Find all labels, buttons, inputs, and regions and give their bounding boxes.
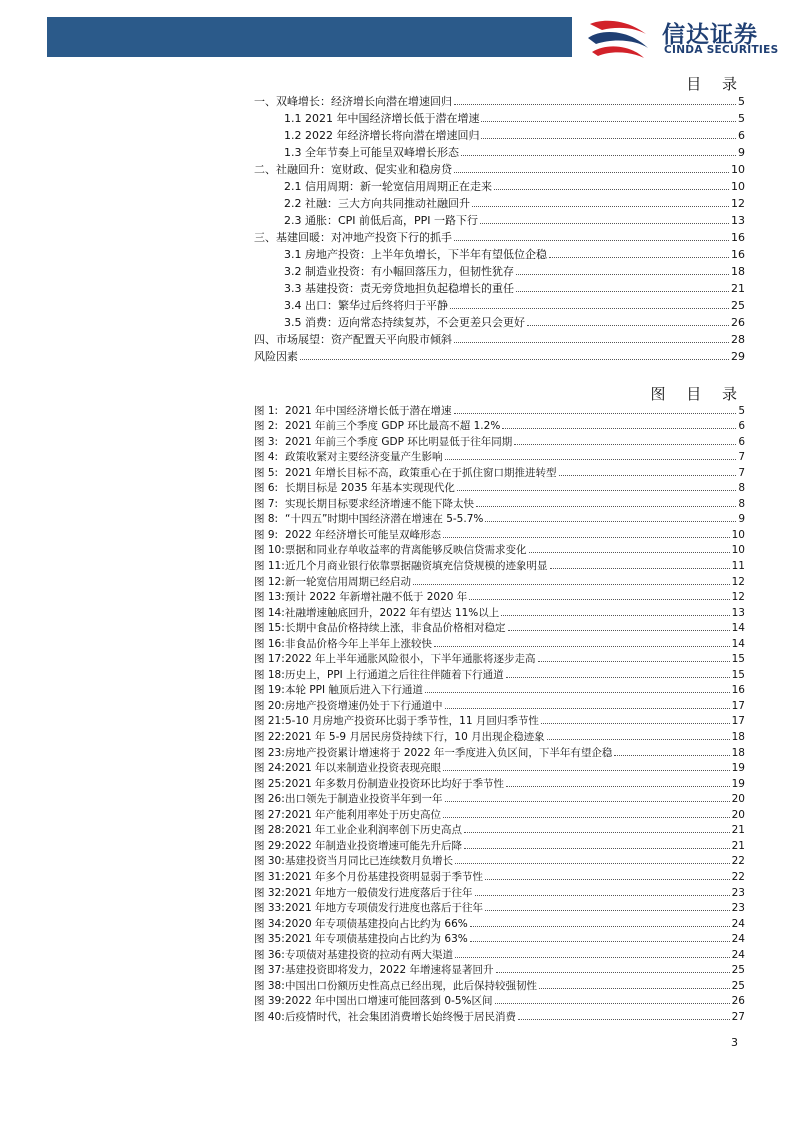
figure-leader-dots	[455, 863, 730, 864]
figure-number: 图 20:	[254, 699, 285, 712]
figure-title: “十四五”时期中国经济潜在增速在 5-5.7%	[285, 513, 484, 526]
figure-entry[interactable]	[254, 556, 745, 572]
figure-number: 图 3:	[254, 435, 279, 448]
figure-leader-dots	[470, 926, 730, 927]
header-band	[47, 17, 572, 57]
figure-title: 长期目标是 2035 年基本实现现代化	[285, 482, 455, 495]
figure-leader-dots	[514, 444, 736, 445]
figure-number: 图 5:	[254, 466, 279, 479]
toc-entry-page: 21	[731, 282, 745, 295]
toc-entry[interactable]	[254, 346, 745, 363]
toc-entry[interactable]	[254, 176, 745, 193]
toc-leader-dots	[454, 172, 729, 173]
figure-entry[interactable]	[254, 401, 745, 417]
figure-page: 24	[731, 933, 745, 946]
figure-title: 2021 年 5-9 月居民房贷持续下行，10 月出现企稳迹象	[285, 731, 545, 744]
toc-entry-page: 13	[731, 214, 745, 227]
toc-entry[interactable]	[254, 295, 745, 312]
figure-leader-dots	[476, 506, 736, 507]
figure-entry[interactable]	[254, 852, 745, 868]
figure-title: 2021 年专项债基建投向占比约为 63%	[285, 933, 468, 946]
toc-leader-dots	[472, 206, 729, 207]
figure-page: 19	[731, 777, 745, 790]
figure-title: 专项债对基建投资的拉动有两大渠道	[285, 948, 453, 961]
figure-number: 图 13:	[254, 591, 285, 604]
figure-entry[interactable]	[254, 448, 745, 464]
toc-entry-page: 5	[738, 112, 745, 125]
figure-leader-dots	[547, 739, 730, 740]
toc-entry[interactable]	[254, 312, 745, 329]
figure-title: 2021 年地方一般债发行进度落后于往年	[285, 886, 473, 899]
figure-number: 图 19:	[254, 684, 285, 697]
figure-leader-dots	[496, 972, 730, 973]
figure-title: 基建投资当月同比已连续数月负增长	[285, 855, 453, 868]
figure-entry[interactable]	[254, 961, 745, 977]
figure-leader-dots	[541, 723, 730, 724]
figure-title: 2021 年工业企业利润率创下历史高点	[285, 824, 463, 837]
toc-entry[interactable]	[254, 193, 745, 210]
toc-leader-dots	[549, 257, 729, 258]
figure-entry[interactable]	[254, 899, 745, 915]
figure-entry[interactable]	[254, 883, 745, 899]
figure-title: 实现长期目标要求经济增速不能下降太快	[285, 497, 474, 510]
figure-page: 17	[731, 715, 745, 728]
figure-title: 房地产投资累计增速将于 2022 年一季度进入负区间，下半年有望企稳	[285, 746, 613, 759]
toc-entry-title: 1.3 全年节奏上可能呈双峰增长形态	[284, 146, 459, 159]
figure-entry[interactable]	[254, 417, 745, 433]
toc-entry-title: 1.2 2022 年经济增长将向潜在增速回归	[284, 129, 480, 142]
figure-leader-dots	[506, 677, 730, 678]
toc-leader-dots	[454, 240, 729, 241]
figure-title: 历史上，PPI 上行通道之后往往伴随着下行通道	[285, 668, 504, 681]
toc-entry-title: 三、基建回暖：对冲地产投资下行的抓手	[254, 231, 452, 244]
toc-entry-page: 18	[731, 265, 745, 278]
figure-entry[interactable]	[254, 650, 745, 666]
figure-title: 2021 年地方专项债发行进度也落后于往年	[285, 902, 484, 915]
toc-entry[interactable]	[254, 261, 745, 278]
figure-title: 近几个月商业银行依靠票据融资填充信贷规模的迹象明显	[285, 560, 548, 573]
figure-leader-dots	[502, 428, 736, 429]
figure-page: 15	[731, 668, 745, 681]
figure-leader-dots	[538, 661, 730, 662]
figure-page: 27	[731, 1010, 745, 1023]
figure-title: 2021 年前三个季度 GDP 环比明显低于往年同期	[285, 435, 513, 448]
figure-entry[interactable]	[254, 588, 745, 604]
page-number: 3	[731, 1036, 738, 1049]
figure-leader-dots	[469, 599, 729, 600]
figure-page: 12	[731, 575, 745, 588]
figure-page: 24	[731, 917, 745, 930]
figure-title: 2022 年经济增长可能呈双峰形态	[285, 528, 442, 541]
toc-entry[interactable]	[254, 91, 745, 108]
toc-entry[interactable]	[254, 142, 745, 159]
toc-entry[interactable]	[254, 244, 745, 261]
figure-page: 25	[731, 964, 745, 977]
toc-entry-title: 2.2 社融：三大方向共同推动社融回升	[284, 197, 470, 210]
figure-entry[interactable]	[254, 727, 745, 743]
figure-entry[interactable]	[254, 510, 745, 526]
figure-page: 6	[738, 420, 745, 433]
figure-leader-dots	[485, 879, 730, 880]
figure-number: 图 22:	[254, 731, 285, 744]
figure-leader-dots	[445, 801, 730, 802]
figure-number: 图 32:	[254, 886, 285, 899]
toc-entry-page: 10	[731, 163, 745, 176]
figure-page: 9	[738, 513, 745, 526]
figure-number: 图 17:	[254, 653, 285, 666]
figure-number: 图 15:	[254, 622, 285, 635]
figure-page: 25	[731, 979, 745, 992]
figure-title: 房地产投资增速仍处于下行通道中	[285, 699, 443, 712]
figure-page: 22	[731, 855, 745, 868]
figure-title: 出口领先于制造业投资半年到一年	[285, 793, 443, 806]
figure-title: 2021 年中国经济增长低于潜在增速	[285, 404, 452, 417]
toc-entry-title: 3.3 基建投资：责无旁贷地担负起稳增长的重任	[284, 282, 514, 295]
figure-number: 图 29:	[254, 839, 285, 852]
figure-title: 2021 年产能利用率处于历史高位	[285, 808, 442, 821]
figure-page: 17	[731, 699, 745, 712]
figure-number: 图 16:	[254, 637, 285, 650]
figure-title: 本轮 PPI 触顶后进入下行通道	[285, 684, 423, 697]
figure-leader-dots	[614, 755, 729, 756]
figure-title: 长期中食品价格持续上涨，非食品价格相对稳定	[285, 622, 506, 635]
figure-leader-dots	[464, 832, 730, 833]
figure-number: 图 24:	[254, 762, 285, 775]
figure-leader-dots	[443, 770, 730, 771]
figure-page: 8	[738, 482, 745, 495]
figure-entry[interactable]	[254, 867, 745, 883]
figure-title: 票据和同业存单收益率的背离能够反映信贷需求变化	[285, 544, 527, 557]
figure-leader-dots	[485, 521, 736, 522]
figure-number: 图 21:	[254, 715, 285, 728]
toc-entry-page: 9	[738, 146, 745, 159]
toc-entry-page: 6	[738, 129, 745, 142]
toc-entry-title: 四、市场展望：资产配置天平向股市倾斜	[254, 333, 452, 346]
figure-number: 图 12:	[254, 575, 285, 588]
toc-leader-dots	[481, 121, 736, 122]
figure-page: 7	[738, 451, 745, 464]
figure-title: 预计 2022 年新增社融不低于 2020 年	[285, 591, 468, 604]
figure-entry[interactable]	[254, 619, 745, 635]
figure-leader-dots	[501, 615, 729, 616]
figure-entry[interactable]	[254, 1007, 745, 1023]
toc-entry-title: 3.4 出口：繁华过后终将归于平静	[284, 299, 448, 312]
figure-page: 10	[731, 544, 745, 557]
toc-leader-dots	[300, 359, 729, 360]
toc-list	[254, 91, 745, 363]
figure-leader-dots	[457, 490, 736, 491]
toc-entry-title: 2.1 信用周期：新一轮宽信用周期正在走来	[284, 180, 492, 193]
toc-entry-title: 一、双峰增长：经济增长向潜在增速回归	[254, 95, 452, 108]
toc-entry[interactable]	[254, 108, 745, 125]
figure-entry[interactable]	[254, 759, 745, 775]
toc-leader-dots	[494, 189, 729, 190]
toc-entry[interactable]	[254, 278, 745, 295]
figure-leader-dots	[559, 475, 737, 476]
toc-title: 目 录	[686, 75, 745, 93]
figure-page: 14	[731, 637, 745, 650]
figure-number: 图 9:	[254, 528, 279, 541]
figure-number: 图 36:	[254, 948, 285, 961]
figure-page: 23	[731, 902, 745, 915]
toc-entry[interactable]	[254, 125, 745, 142]
figure-number: 图 31:	[254, 870, 285, 883]
figure-page: 21	[731, 839, 745, 852]
figure-page: 18	[731, 746, 745, 759]
toc-entry-title: 二、社融回升：宽财政、促实业和稳房贷	[254, 163, 452, 176]
logo-text-cn: 信达证券	[662, 22, 758, 48]
figure-page: 24	[731, 948, 745, 961]
toc-entry-page: 25	[731, 299, 745, 312]
figure-entry[interactable]	[254, 603, 745, 619]
figure-entry[interactable]	[254, 790, 745, 806]
toc-entry-page: 16	[731, 248, 745, 261]
toc-entry-page: 29	[731, 350, 745, 363]
figure-title: 基建投资即将发力，2022 年增速将显著回升	[285, 964, 494, 977]
figure-title: 2022 年上半年通胀风险很小，下半年通胀将逐步走高	[285, 653, 536, 666]
figure-title: 2021 年多数月份制造业投资环比均好于季节性	[285, 777, 505, 790]
figure-number: 图 30:	[254, 855, 285, 868]
figure-leader-dots	[470, 941, 730, 942]
figure-page: 18	[731, 731, 745, 744]
figure-page: 8	[738, 497, 745, 510]
figure-title: 社融增速触底回升，2022 年有望达 11%以上	[285, 606, 500, 619]
figure-number: 图 2:	[254, 420, 279, 433]
figure-entry[interactable]	[254, 836, 745, 852]
figure-leader-dots	[413, 584, 730, 585]
figure-leader-dots	[455, 957, 730, 958]
figure-number: 图 4:	[254, 451, 279, 464]
toc-entry-page: 10	[731, 180, 745, 193]
figure-entry[interactable]	[254, 696, 745, 712]
figure-page: 14	[731, 622, 745, 635]
figure-page: 16	[731, 684, 745, 697]
figure-title: 后疫情时代，社会集团消费增长始终慢于居民消费	[285, 1010, 516, 1023]
toc-entry-page: 5	[738, 95, 745, 108]
figure-title: 5-10 月房地产投资环比弱于季节性，11 月回归季节性	[285, 715, 539, 728]
figure-leader-dots	[425, 692, 730, 693]
figure-title: 2022 年制造业投资增速可能先升后降	[285, 839, 463, 852]
figure-entry[interactable]	[254, 914, 745, 930]
figure-title: 2021 年增长目标不高，政策重心在于抓住窗口期推进转型	[285, 466, 557, 479]
toc-entry-page: 16	[731, 231, 745, 244]
figure-number: 图 33:	[254, 902, 285, 915]
figure-page: 15	[731, 653, 745, 666]
figure-entry[interactable]	[254, 712, 745, 728]
figure-number: 图 26:	[254, 793, 285, 806]
figure-title: 非食品价格今年上半年上涨较快	[285, 637, 432, 650]
figure-number: 图 6:	[254, 482, 279, 495]
figure-entry[interactable]	[254, 992, 745, 1008]
figure-number: 图 8:	[254, 513, 279, 526]
figure-title: 2021 年前三个季度 GDP 环比最高不超 1.2%	[285, 420, 501, 433]
figure-leader-dots	[443, 537, 730, 538]
figure-page: 22	[731, 870, 745, 883]
figure-title: 政策收紧对主要经济变量产生影响	[285, 451, 443, 464]
figure-page: 12	[731, 591, 745, 604]
figure-page: 7	[738, 466, 745, 479]
figure-page: 6	[738, 435, 745, 448]
figure-leader-dots	[529, 552, 730, 553]
figure-leader-dots	[539, 988, 730, 989]
toc-entry-page: 28	[731, 333, 745, 346]
figure-entry[interactable]	[254, 541, 745, 557]
figure-leader-dots	[445, 459, 737, 460]
figure-title: 中国出口份额历史性高点已经出现，此后保持较强韧性	[285, 979, 537, 992]
figure-page: 19	[731, 762, 745, 775]
figure-page: 5	[738, 404, 745, 417]
figure-title: 2021 年以来制造业投资表现亮眼	[285, 762, 442, 775]
figure-title: 2022 年中国出口增速可能回落到 0-5%区间	[285, 995, 493, 1008]
figure-title: 2021 年多个月份基建投资明显弱于季节性	[285, 870, 484, 883]
figure-number: 图 40:	[254, 1010, 285, 1023]
toc-entry-title: 2.3 通胀：CPI 前低后高，PPI 一路下行	[284, 214, 479, 227]
toc-leader-dots	[481, 138, 736, 139]
figure-leader-dots	[518, 1019, 730, 1020]
toc-leader-dots	[450, 308, 729, 309]
figure-number: 图 37:	[254, 964, 285, 977]
toc-entry-page: 26	[731, 316, 745, 329]
toc-entry-page: 12	[731, 197, 745, 210]
figure-page: 23	[731, 886, 745, 899]
figure-entry[interactable]	[254, 479, 745, 495]
toc-leader-dots	[527, 325, 729, 326]
figure-list-title: 图 目 录	[650, 385, 745, 403]
figure-title: 2020 年专项债基建投向占比约为 66%	[285, 917, 468, 930]
toc-entry-title: 3.2 制造业投资：有小幅回落压力，但韧性犹存	[284, 265, 514, 278]
figure-leader-dots	[464, 848, 730, 849]
figure-entry[interactable]	[254, 634, 745, 650]
figure-entry[interactable]	[254, 945, 745, 961]
figure-number: 图 39:	[254, 995, 285, 1008]
figure-number: 图 38:	[254, 979, 285, 992]
figure-number: 图 27:	[254, 808, 285, 821]
figure-page: 11	[731, 560, 745, 573]
figure-leader-dots	[445, 708, 730, 709]
figure-page: 10	[731, 528, 745, 541]
figure-leader-dots	[508, 630, 730, 631]
toc-entry-title: 3.5 消费：迈向常态持续复苏，不会更差只会更好	[284, 316, 525, 329]
toc-leader-dots	[480, 223, 729, 224]
toc-entry-title: 风险因素	[254, 350, 298, 363]
figure-number: 图 34:	[254, 917, 285, 930]
figure-entry[interactable]	[254, 805, 745, 821]
toc-entry[interactable]	[254, 329, 745, 346]
figure-entry[interactable]	[254, 743, 745, 759]
toc-leader-dots	[516, 291, 729, 292]
figure-entry[interactable]	[254, 681, 745, 697]
figure-number: 图 35:	[254, 933, 285, 946]
figure-entry[interactable]	[254, 774, 745, 790]
figure-page: 26	[731, 995, 745, 1008]
toc-leader-dots	[454, 104, 736, 105]
toc-leader-dots	[461, 155, 736, 156]
figure-leader-dots	[475, 895, 730, 896]
figure-leader-dots	[495, 1003, 730, 1004]
figure-number: 图 7:	[254, 497, 279, 510]
figure-page: 20	[731, 793, 745, 806]
toc-leader-dots	[454, 342, 729, 343]
figure-leader-dots	[454, 413, 737, 414]
figure-entry[interactable]	[254, 432, 745, 448]
toc-entry[interactable]	[254, 159, 745, 176]
figure-number: 图 1:	[254, 404, 279, 417]
figure-number: 图 18:	[254, 668, 285, 681]
figure-entry[interactable]	[254, 976, 745, 992]
toc-entry[interactable]	[254, 210, 745, 227]
figure-page: 20	[731, 808, 745, 821]
figure-number: 图 23:	[254, 746, 285, 759]
toc-leader-dots	[516, 274, 729, 275]
figure-leader-dots	[506, 786, 730, 787]
figure-leader-dots	[434, 646, 730, 647]
figure-entry[interactable]	[254, 525, 745, 541]
figure-entry[interactable]	[254, 494, 745, 510]
toc-entry-title: 1.1 2021 年中国经济增长低于潜在增速	[284, 112, 480, 125]
figure-title: 新一轮宽信用周期已经启动	[285, 575, 411, 588]
figure-entry[interactable]	[254, 821, 745, 837]
figure-leader-dots	[443, 817, 730, 818]
logo-text-en: CINDA SECURITIES	[664, 44, 779, 56]
figure-entry[interactable]	[254, 665, 745, 681]
figure-leader-dots	[550, 568, 730, 569]
figure-number: 图 28:	[254, 824, 285, 837]
figure-number: 图 25:	[254, 777, 285, 790]
figure-entry[interactable]	[254, 930, 745, 946]
figure-number: 图 14:	[254, 606, 285, 619]
figure-list	[254, 401, 745, 1023]
figure-page: 13	[731, 606, 745, 619]
figure-number: 图 11:	[254, 560, 285, 573]
figure-entry[interactable]	[254, 463, 745, 479]
toc-entry-title: 3.1 房地产投资：上半年负增长，下半年有望低位企稳	[284, 248, 547, 261]
figure-leader-dots	[485, 910, 730, 911]
figure-page: 21	[731, 824, 745, 837]
figure-number: 图 10:	[254, 544, 285, 557]
figure-entry[interactable]	[254, 572, 745, 588]
toc-entry[interactable]	[254, 227, 745, 244]
